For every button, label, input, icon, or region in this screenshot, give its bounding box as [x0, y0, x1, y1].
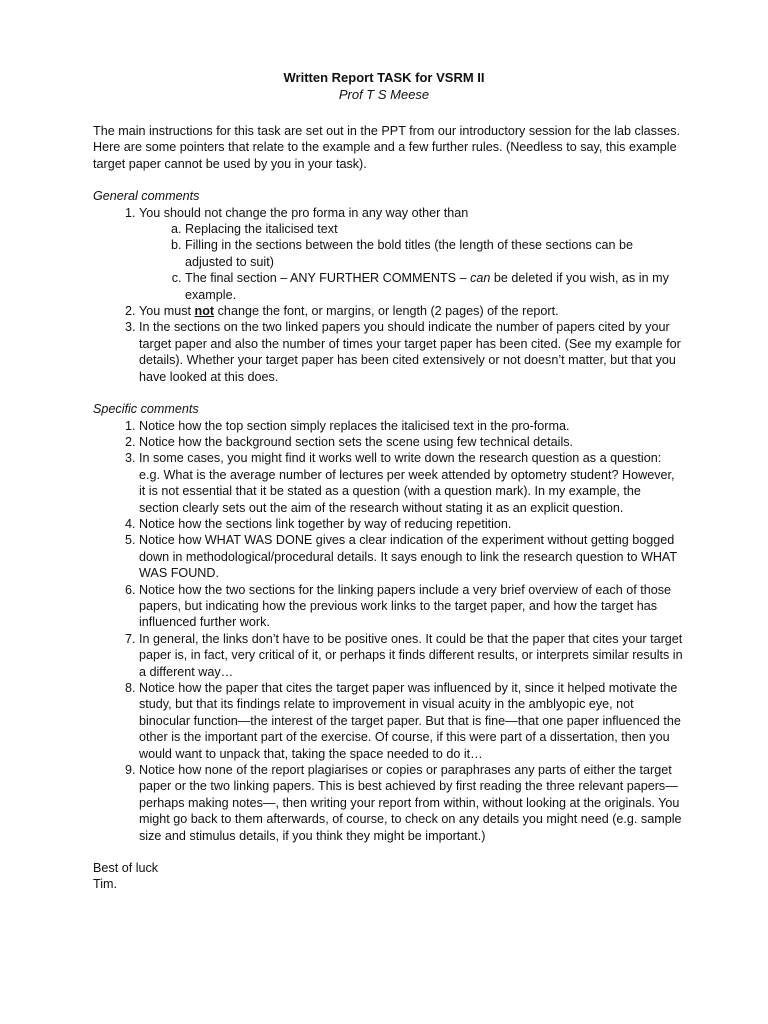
list-item: 3. In some cases, you might find it works well to write down the research question as a question: e.g. What is the average number of lectures per week attended by optometry student? However, it is not essential that it be stated as a question (with a question mark). In my example, the section clearly sets out the aim of the research without stating it as an explicit question.	[139, 450, 683, 516]
list-item: 5. Notice how WHAT WAS DONE gives a clear indication of the experiment without getting bogged down in methodological/procedural details. It says enough to link the research question to WHAT WAS FOUND.	[139, 532, 683, 581]
signature-line: Tim.	[93, 877, 118, 892]
specific-comments-list	[93, 418, 683, 845]
sub-list-item: b. Filling in the sections between the bold titles (the length of these sections can be adjusted to suit)	[185, 237, 683, 270]
sub-item-text: be deleted if you wish, as in my example.	[185, 271, 669, 302]
document-body	[93, 123, 683, 893]
general-comments-heading: General comments	[93, 189, 200, 204]
document-title: Written Report TASK for VSRM II	[283, 70, 485, 85]
list-item-text: You must	[139, 304, 195, 319]
general-comments-list	[93, 205, 683, 385]
specific-comments-section	[93, 401, 683, 844]
closing-line: Best of luck	[93, 861, 159, 876]
specific-comments-heading: Specific comments	[93, 402, 199, 417]
emphasis-text: can	[470, 271, 491, 286]
closing	[93, 860, 683, 893]
list-item	[139, 303, 683, 319]
list-item: 4. Notice how the sections link together by way of reducing repetition.	[139, 516, 683, 532]
sub-list-item	[185, 270, 683, 303]
intro-paragraph: The main instructions for this task are set out in the PPT from our introductory session for the lab classes. Here are some pointers that relate to the example and a few further rules. (Needless to say, this example target paper cannot be used by you in your task).	[93, 124, 681, 171]
list-item: 8. Notice how the paper that cites the target paper was influenced by it, since it helped motivate the study, but that its findings relate to improvement in visual acuity in the amblyopic eye, not binocular function—the interest of the target paper. But that is fine—that one paper influenced the other is the important part of the exercise. Of course, if this were part of a dissertation, then you would want to unpack that, taking the space needed to do it…	[139, 680, 683, 762]
sub-list-item: a. Replacing the italicised text	[185, 221, 683, 237]
list-item: 2. Notice how the background section sets the scene using few technical details.	[139, 434, 683, 450]
document-author: Prof T S Meese	[338, 87, 430, 102]
list-item: 1. Notice how the top section simply replaces the italicised text in the pro-forma.	[139, 418, 683, 434]
list-item: 7. In general, the links don’t have to be positive ones. It could be that the paper that cites your target paper is, in fact, very critical of it, or perhaps it finds different results, or interprets similar results in a different way…	[139, 631, 683, 680]
list-item: 6. Notice how the two sections for the linking papers include a very brief overview of each of those papers, but indicating how the previous work links to the target paper, and how the target has influenced further work.	[139, 582, 683, 631]
list-item	[139, 205, 683, 303]
list-item: 9. Notice how none of the report plagiarises or copies or paraphrases any parts of either the target paper or the two linking papers. This is best achieved by first reading the three relevant papers—perhaps making notes—, then writing your report from within, without looking at the originals. You might go back to them afterwards, of course, to check on any details you might need (e.g. sample size and stimulus details, if you think they might be important.)	[139, 762, 683, 844]
list-item-text: change the font, or margins, or length (2 pages) of the report.	[214, 304, 559, 319]
list-item: 3. In the sections on the two linked papers you should indicate the number of papers cited by your target paper and also the number of times your target paper has been cited. (See my example for details). Whether your target paper has been cited extensively or not doesn’t matter, but that you have looked at this does.	[139, 319, 683, 385]
emphasis-text: not	[194, 304, 215, 319]
general-comments-section	[93, 188, 683, 385]
sub-list	[139, 221, 683, 303]
list-item-text: You should not change the pro forma in any way other than	[139, 205, 469, 220]
sub-item-text: The final section – ANY FURTHER COMMENTS –	[185, 271, 471, 286]
